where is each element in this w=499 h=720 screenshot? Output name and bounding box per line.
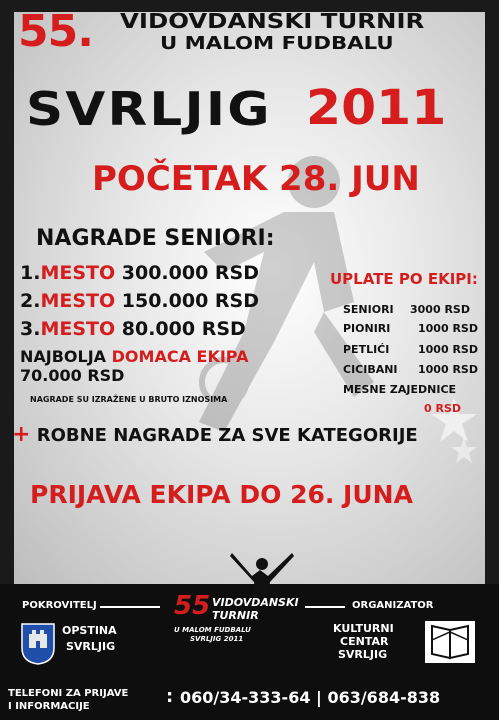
prize-label: MESTO <box>40 290 116 312</box>
prize-amount: 150.000 RSD <box>121 290 260 312</box>
best-amount: 70.000 RSD <box>20 366 125 385</box>
fee-category: PIONIRI <box>343 322 391 335</box>
prize-amount: 80.000 RSD <box>121 318 246 340</box>
extra-prizes-line <box>12 424 418 447</box>
edition-number: 55. <box>18 6 93 57</box>
logo-line-4: SVRLJIG 2011 <box>190 635 244 643</box>
municipality-crest-icon <box>20 622 56 666</box>
prize-amount: 300.000 RSD <box>121 262 260 284</box>
extra-prizes-text: ROBNE NAGRADE ZA SVE KATEGORIJE <box>36 425 418 446</box>
org-line-3: SVRLJIG <box>338 648 388 661</box>
jumping-player-icon <box>222 548 302 598</box>
title-line-2: U MALOM FUDBALU <box>160 33 394 54</box>
fee-category: SENIORI <box>343 303 394 316</box>
fee-amount: 1000 RSD <box>418 343 478 356</box>
prize-rank: 1. <box>20 262 41 284</box>
fee-amount: 3000 RSD <box>410 303 470 316</box>
fee-amount: 1000 RSD <box>418 322 478 335</box>
city-name: SVRLJIG <box>26 82 272 136</box>
footer <box>0 584 499 720</box>
sponsor-line-1: OPSTINA <box>62 624 117 637</box>
registration-deadline: PRIJAVA EKIPA DO 26. JUNA <box>30 480 413 509</box>
phone-numbers: 060/34-333-64 | 063/684-838 <box>180 688 441 707</box>
start-date: POČETAK 28. JUN <box>92 159 420 199</box>
plus-icon: + <box>12 422 31 447</box>
fee-mesne-amount: 0 RSD <box>424 402 462 415</box>
title-line-1: VIDOVDANSKI TURNIR <box>120 9 425 33</box>
prize-label: MESTO <box>40 318 116 340</box>
fee-category: PETLIĆI <box>343 343 390 356</box>
fees-title: UPLATE PO EKIPI: <box>330 270 478 288</box>
organizer-label: ORGANIZATOR <box>352 600 434 611</box>
prize-rank: 2. <box>20 290 41 312</box>
divider <box>100 606 160 608</box>
sponsor-line-2: SVRLJIG <box>66 640 116 653</box>
prize-row-2 <box>20 290 259 312</box>
best-team-line <box>20 347 248 367</box>
logo-line-2: TURNIR <box>212 609 259 622</box>
org-line-2: CENTAR <box>340 635 389 648</box>
phone-separator: : <box>166 686 174 707</box>
org-line-1: KULTURNI <box>333 622 394 635</box>
book-logo-icon <box>424 620 476 664</box>
best-prefix: NAJBOLJA <box>20 347 107 366</box>
logo-number: 55 <box>174 591 211 621</box>
prize-row-3 <box>20 318 246 340</box>
fee-category: CICIBANI <box>343 363 398 376</box>
logo-line-3: U MALOM FUDBALU <box>174 626 251 634</box>
fee-amount: 1000 RSD <box>418 363 478 376</box>
prizes-note: NAGRADE SU IZRAŽENE U BRUTO IZNOSIMA <box>30 395 228 404</box>
logo-line-1: VIDOVDANSKI <box>212 596 299 609</box>
fee-mesne-label: MESNE ZAJEDNICE <box>343 383 457 396</box>
contact-label-2: I INFORMACIJE <box>8 701 90 712</box>
prize-rank: 3. <box>20 318 41 340</box>
contact-label-1: TELEFONI ZA PRIJAVE <box>8 688 129 699</box>
prize-row-1 <box>20 262 259 284</box>
best-highlight: DOMACA EKIPA <box>111 347 249 366</box>
divider <box>305 606 345 608</box>
prize-label: MESTO <box>40 262 116 284</box>
prizes-title: NAGRADE SENIORI: <box>36 226 275 251</box>
sponsor-label: POKROVITELJ <box>22 600 97 611</box>
year: 2011 <box>306 80 447 136</box>
